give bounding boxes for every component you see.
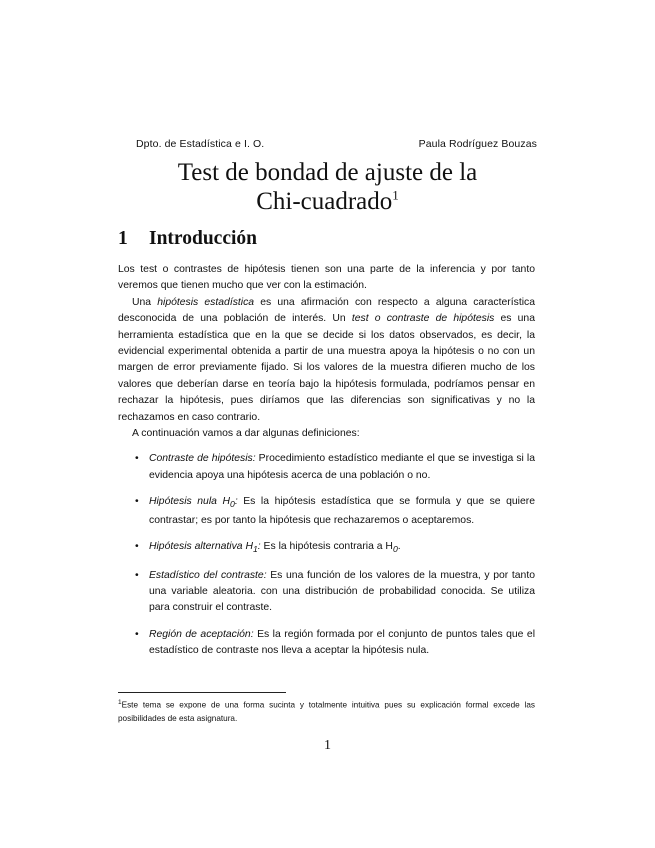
section-number: 1 <box>118 228 128 249</box>
list-item <box>118 539 535 557</box>
definition-text: Es la hipótesis contraria a H <box>260 541 393 553</box>
title-footnote-mark[interactable]: 1 <box>392 187 399 203</box>
footnote-rule <box>118 692 286 693</box>
p2-mid: es una afirmación con respecto a alguna característica desconocida de una población de interés. Un <box>118 296 535 325</box>
document-title <box>100 158 555 216</box>
page-number: 1 <box>324 738 331 753</box>
definition-term <box>149 541 261 555</box>
definition-term-end: : <box>257 541 261 553</box>
definition-term-text: Hipótesis nula H <box>149 496 230 508</box>
header-author: Paula Rodríguez Bouzas <box>418 138 537 150</box>
section-heading <box>118 228 257 250</box>
definition-term <box>149 496 238 510</box>
bullet-icon: • <box>135 453 139 465</box>
running-header <box>136 138 537 150</box>
definition-text-end: . <box>397 541 401 553</box>
definition-term-text: Hipótesis alternativa H <box>149 541 253 553</box>
bullet-icon: • <box>135 541 139 553</box>
title-line-2-text: Chi-cuadrado <box>256 188 393 215</box>
definition-text-sub: 0 <box>392 544 398 555</box>
p2-tail: es una herramienta estadística que en la que se decide si los datos observados, es decir, la evidencial experimental obtenida a partir de una muestra apoya la hipótesis o no con un margen de error previamente fijado. Si los valores de la muestra difieren mucho de los valores que deberían darse en teoría bajo la hipótesis formulada, podríamos pensar en rechazar la hipótesis, pues diríamos que las diferencias son significativas y no la rechazamos en caso contrario. <box>118 313 535 423</box>
definition-term-sub: 1 <box>252 544 258 555</box>
paragraph-3: A continuación vamos a dar algunas definiciones: <box>132 428 360 440</box>
definition-text: Procedimiento estadístico mediante el que se investiga si la evidencia apoya una hipótesis acerca de una población o no. <box>149 453 535 481</box>
list-item <box>118 451 535 484</box>
definition-term: Contraste de hipótesis: <box>149 453 256 465</box>
footnote-text: Este tema se expone de una forma sucinta y totalmente intuitiva pues su explicación formal excede las posibilidades de esta asignatura. <box>118 700 535 723</box>
definition-term: Estadístico del contraste: <box>149 569 267 581</box>
title-line-1: Test de bondad de ajuste de la <box>177 159 478 186</box>
p2-term-test: test o contraste de hipótesis <box>351 313 495 325</box>
footnote <box>118 696 535 725</box>
definition-text: Es la región formada por el conjunto de puntos tales que el estadístico de contraste nos lleva a aceptar la hipótesis nula. <box>149 628 536 657</box>
bullet-icon: • <box>135 569 139 581</box>
section-title: Introducción <box>149 228 257 249</box>
p2-term-hipotesis: hipótesis estadística <box>157 296 255 308</box>
footnote-mark: 1 <box>118 699 122 706</box>
definition-term-sub: 0 <box>229 499 235 510</box>
bullet-icon: • <box>135 628 139 640</box>
header-department: Dpto. de Estadística e I. O. <box>136 138 265 150</box>
definition-term-end: : <box>234 496 238 508</box>
paragraph-2 <box>118 295 535 426</box>
bullet-icon: • <box>135 496 139 508</box>
body-text <box>118 262 535 670</box>
definition-text: Es la hipótesis estadística que se formula y que se quiere contrastar; es por tanto la hipótesis que rechazaremos o aceptaremos. <box>149 496 535 526</box>
p2-lead: Una <box>132 296 158 308</box>
list-item <box>118 627 535 660</box>
definitions-list <box>118 451 535 659</box>
definition-text: Es una función de los valores de la muestra, y por tanto una variable aleatoria. con una distribución de probabilidad conocida. Se utiliza para construir el contraste. <box>149 569 535 614</box>
title-line-2 <box>100 187 555 216</box>
list-item <box>118 494 535 529</box>
definition-term: Región de aceptación: <box>149 628 254 640</box>
list-item <box>118 568 535 617</box>
paragraph-1: Los test o contrastes de hipótesis tienen son una parte de la inferencia y por tanto veremos que tienen mucho que ver con la estimación. <box>118 264 535 292</box>
